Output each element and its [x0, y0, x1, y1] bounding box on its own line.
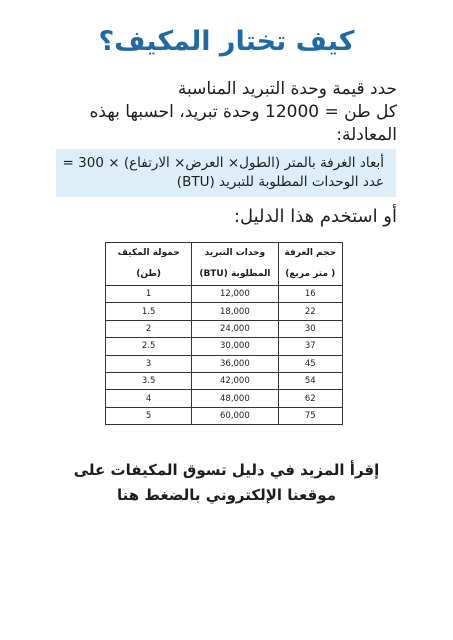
cell-btu: 36,000	[192, 355, 278, 372]
intro-line-1: حدد قيمة وحدة التبريد المناسبة	[177, 79, 397, 99]
header-tonnage-label: حمولة المكيف	[117, 248, 180, 258]
table-header-row	[106, 243, 343, 286]
cell-tonnage: 3	[106, 355, 192, 372]
intro-line-2: كل طن = 12000 وحدة تبريد، احسبها بهذه	[89, 102, 397, 122]
table-row	[106, 372, 343, 389]
cell-tonnage: 3.5	[106, 372, 192, 389]
cell-btu: 24,000	[192, 320, 278, 337]
table-row	[106, 303, 343, 320]
cooling-guide-table	[105, 242, 343, 425]
header-room-size	[278, 243, 342, 286]
table-row	[106, 320, 343, 337]
intro-line-3: المعادلة:	[336, 125, 397, 145]
cell-tonnage: 2	[106, 320, 192, 337]
cell-room-size: 62	[278, 390, 342, 407]
cell-btu: 48,000	[192, 390, 278, 407]
read-more-link[interactable]	[0, 458, 453, 508]
cell-btu: 60,000	[192, 407, 278, 424]
header-room-size-unit: ( متر مربع)	[285, 269, 336, 279]
header-btu-label: وحدات التبريد	[204, 248, 266, 258]
cell-tonnage: 2.5	[106, 338, 192, 355]
header-room-size-label: حجم الغرفة	[284, 248, 337, 258]
table-row	[106, 355, 343, 372]
page-title: كيف تختار المكيف؟	[98, 26, 355, 57]
cell-btu: 18,000	[192, 303, 278, 320]
formula-box	[56, 149, 396, 197]
cell-room-size: 37	[278, 338, 342, 355]
header-btu	[192, 243, 278, 286]
table-row	[106, 286, 343, 303]
intro-text	[47, 78, 397, 147]
read-more-line-1[interactable]: إقرأ المزيد في دليل تسوق المكيفات على	[73, 461, 380, 479]
cell-room-size: 75	[278, 407, 342, 424]
table-row	[106, 390, 343, 407]
header-btu-unit: المطلوبة (BTU)	[199, 269, 271, 279]
cell-tonnage: 1.5	[106, 303, 192, 320]
cell-tonnage: 1	[106, 286, 192, 303]
cell-btu: 42,000	[192, 372, 278, 389]
header-tonnage-unit: (طن)	[136, 269, 162, 279]
header-tonnage	[106, 243, 192, 286]
cell-tonnage: 4	[106, 390, 192, 407]
cell-room-size: 22	[278, 303, 342, 320]
formula-line-2: عدد الوحدات المطلوبة للتبريد (BTU)	[176, 174, 384, 190]
cell-btu: 12,000	[192, 286, 278, 303]
guide-heading: أو استخدم هذا الدليل:	[233, 206, 397, 227]
cell-room-size: 30	[278, 320, 342, 337]
table-row	[106, 407, 343, 424]
cell-btu: 30,000	[192, 338, 278, 355]
cell-room-size: 45	[278, 355, 342, 372]
cell-room-size: 16	[278, 286, 342, 303]
table-row	[106, 338, 343, 355]
cell-room-size: 54	[278, 372, 342, 389]
formula-line-1: أبعاد الغرفة بالمتر (الطول× العرض× الارتفاع) × 300 =	[62, 155, 384, 171]
cell-tonnage: 5	[106, 407, 192, 424]
read-more-line-2[interactable]: موقعنا الإلكتروني بالضغط هنا	[116, 486, 337, 504]
